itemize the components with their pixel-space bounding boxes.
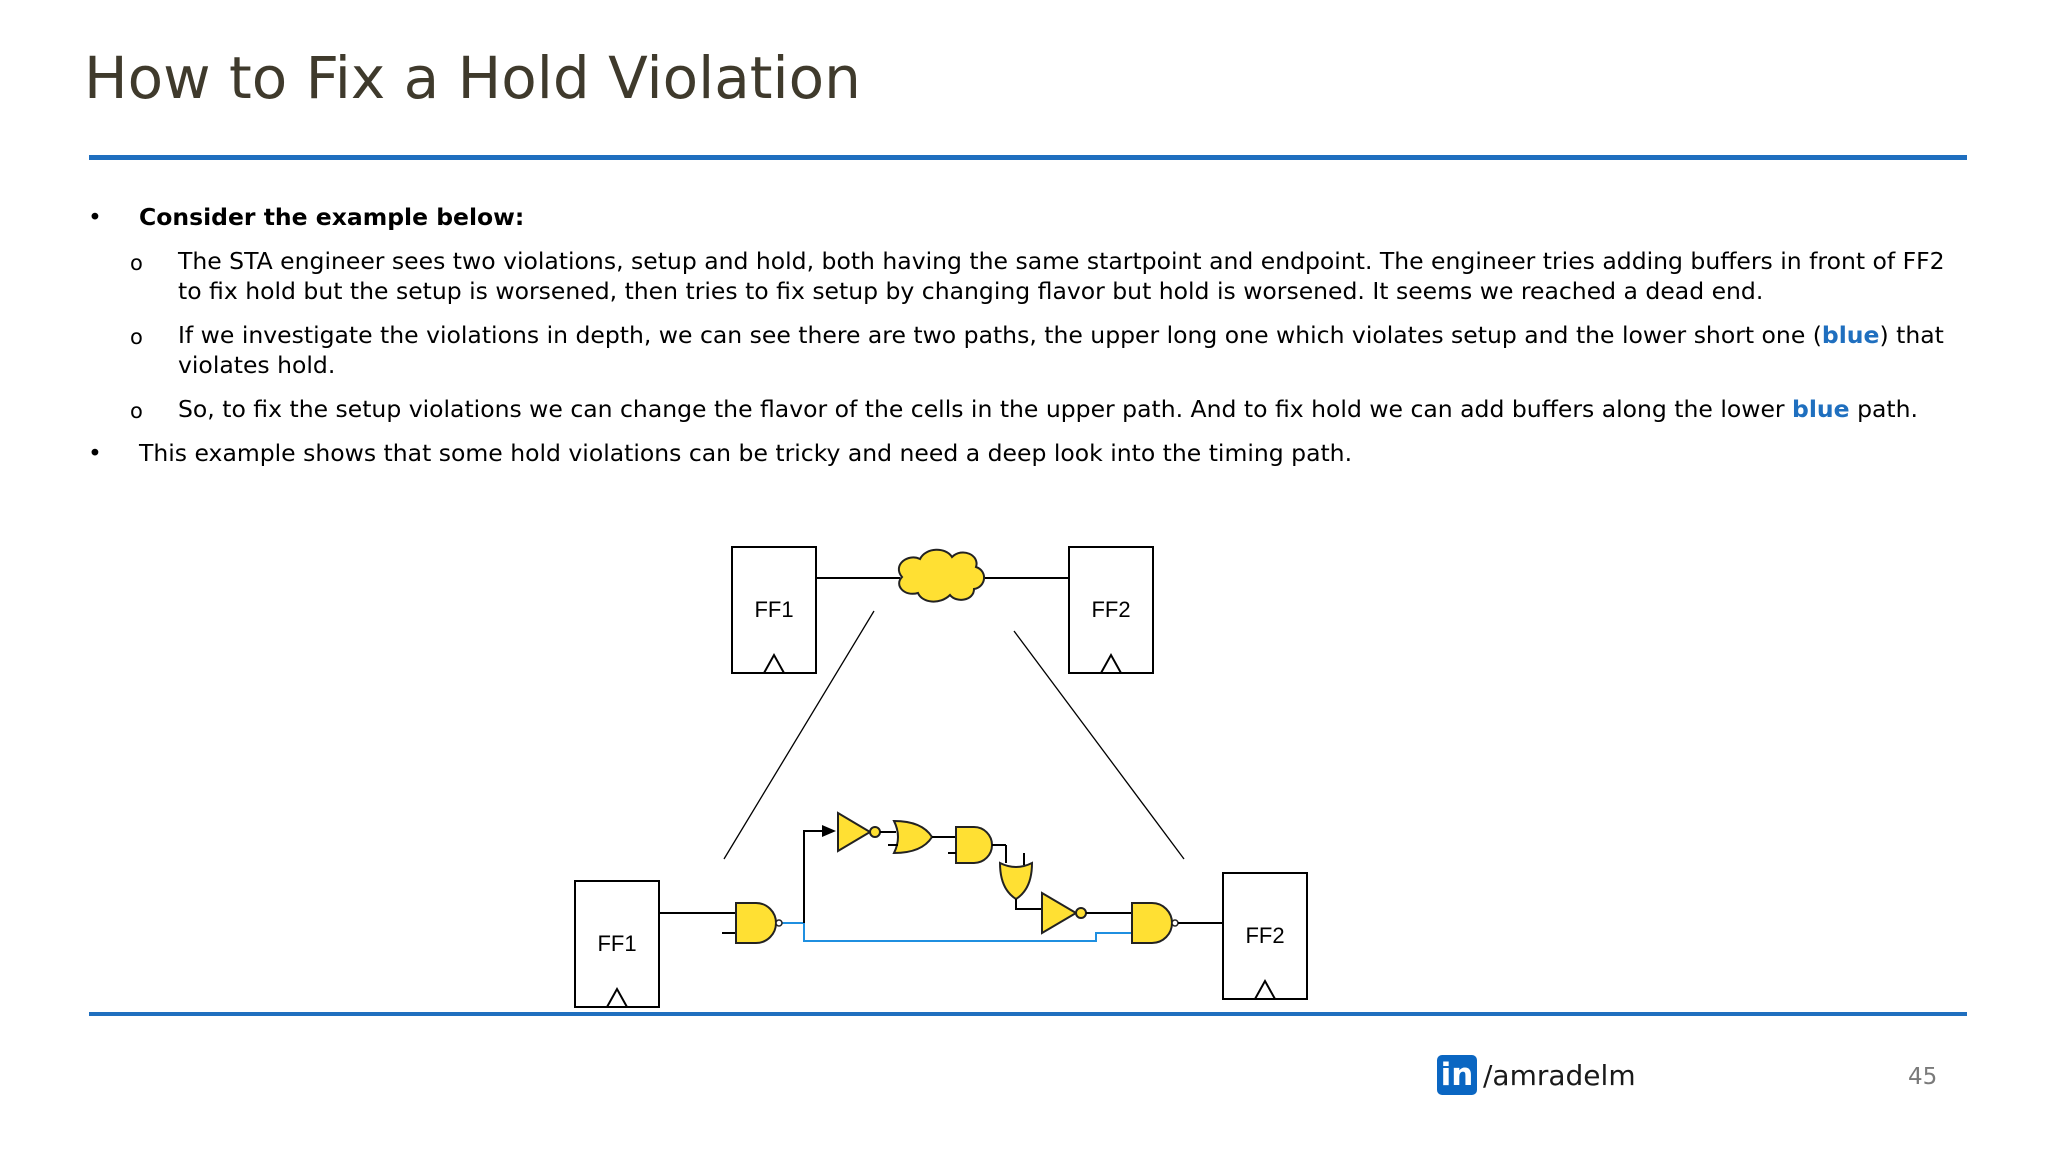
bullet-text: Consider the example below:	[139, 203, 525, 231]
bottom-ff1-label: FF1	[597, 931, 637, 956]
sub-bullet-mark: o	[130, 251, 143, 275]
logic-cloud-icon	[899, 550, 984, 602]
and-gate-icon	[736, 903, 782, 943]
title-divider	[89, 155, 1967, 160]
blue-highlight: blue	[1792, 395, 1850, 423]
top-ff1-label: FF1	[754, 597, 794, 622]
bottom-ff1	[575, 881, 659, 1007]
top-ff1	[732, 547, 816, 673]
linkedin-brand[interactable]	[1437, 1055, 1636, 1095]
inverter-icon	[1042, 893, 1132, 933]
blue-highlight: blue	[1821, 321, 1880, 349]
sub-bullet-text-end: path.	[1849, 395, 1918, 423]
hold-path-blue	[782, 923, 1132, 941]
page-number: 45	[1908, 1064, 1938, 1090]
sub-bullet-text: If we investigate the violations in depth, we can see there are two paths, the upper long one which violates setup and the lower short one (	[178, 321, 1822, 349]
top-ff2-label: FF2	[1091, 597, 1131, 622]
and-gate-icon	[1132, 903, 1223, 943]
sub-bullet-mark: o	[130, 325, 143, 349]
sub-bullet-mark: o	[130, 399, 143, 423]
linkedin-handle: /amradelm	[1483, 1058, 1636, 1092]
bullet-mark: •	[88, 439, 102, 467]
bottom-ff2-label: FF2	[1245, 923, 1285, 948]
bottom-ff2	[1223, 873, 1307, 999]
sub-bullet-text: So, to fix the setup violations we can change the flavor of the cells in the upper path. And to fix hold we can add buffers along the lower	[178, 395, 1793, 423]
footer-divider	[89, 1012, 1967, 1016]
timing-path-diagram	[560, 535, 1340, 1015]
slide-title: How to Fix a Hold Violation	[84, 44, 861, 112]
inverter-icon	[838, 813, 896, 851]
sub-bullet-item	[88, 246, 1968, 306]
sub-bullet-text-end: ) that violates hold.	[178, 321, 1944, 379]
bullet-list	[88, 202, 1968, 482]
bullet-mark: •	[88, 203, 102, 231]
sub-bullet-text: The STA engineer sees two violations, setup and hold, both having the same startpoint and endpoint. The engineer tries adding buffers in front of FF2 to fix hold but the setup is worsened, then tries to fix setup by changing flavor but hold is worsened. It seems we reached a dead end.	[178, 247, 1945, 305]
sub-bullet-item	[88, 394, 1968, 424]
top-ff2	[1069, 547, 1153, 673]
sub-bullet-item	[88, 320, 1968, 380]
linkedin-logo-icon: in	[1437, 1055, 1477, 1095]
bullet-item	[88, 202, 1968, 232]
bullet-item	[88, 438, 1968, 468]
and-gate-icon	[948, 827, 1006, 863]
or-gate-icon	[888, 821, 956, 853]
bullet-text: This example shows that some hold violations can be tricky and need a deep look into the timing path.	[139, 439, 1353, 467]
